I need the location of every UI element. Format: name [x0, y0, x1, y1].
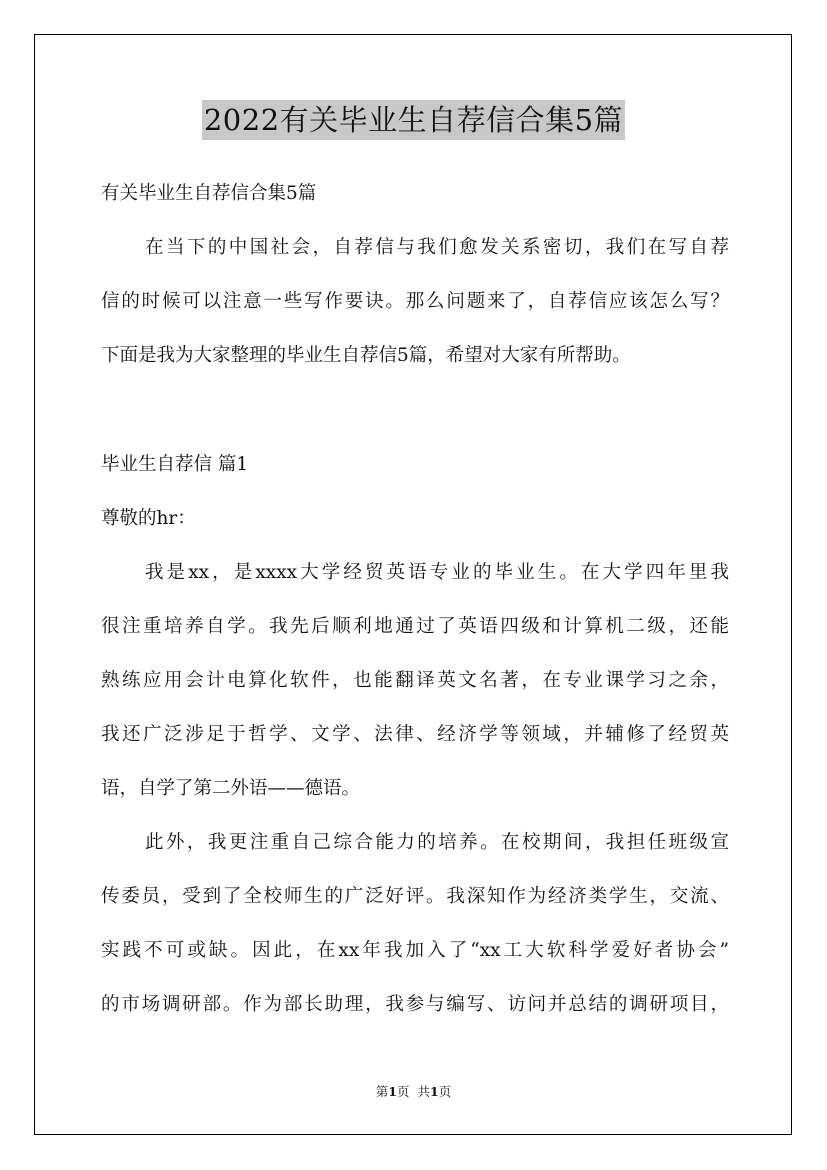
paragraph-line: 的市场调研部。作为部长助理，我参与编写、访问并总结的调研项目， — [101, 994, 729, 1015]
footer-total-unit: 页 — [438, 1084, 452, 1099]
document-title: 2022有关毕业生自荐信合集5篇 — [202, 100, 625, 140]
footer-page-unit: 页 — [397, 1084, 410, 1099]
page-footer — [0, 1083, 827, 1101]
paragraph-line: 实践不可或缺。因此，在xx年我加入了“xx工大软科学爱好者协会” — [101, 940, 729, 961]
paragraph-line: 很注重培养自学。我先后顺利地通过了英语四级和计算机二级，还能 — [101, 616, 729, 637]
paragraph-line: 下面是我为大家整理的毕业生自荐信5篇，希望对大家有所帮助。 — [101, 345, 631, 366]
paragraph-line: 熟练应用会计电算化软件，也能翻译英文名著，在专业课学习之余， — [101, 670, 729, 691]
section-heading: 毕业生自荐信 篇1 — [101, 454, 249, 475]
paragraph-line: 我还广泛涉足于哲学、文学、法律、经济学等领域，并辅修了经贸英 — [101, 724, 729, 745]
paragraph-line: 在当下的中国社会，自荐信与我们愈发关系密切，我们在写自荐 — [145, 237, 729, 258]
salutation: 尊敬的hr： — [101, 508, 196, 529]
footer-total-pages: 1 — [429, 1084, 439, 1099]
subtitle-line: 有关毕业生自荐信合集5篇 — [101, 183, 317, 204]
footer-total-prefix: 共 — [417, 1084, 430, 1099]
paragraph-line: 语，自学了第二外语——德语。 — [101, 778, 361, 799]
paragraph-line: 此外，我更注重自己综合能力的培养。在校期间，我担任班级宣 — [145, 832, 729, 853]
title-container — [0, 100, 827, 140]
footer-page-number: 1 — [388, 1084, 397, 1099]
footer-prefix: 第 — [375, 1084, 389, 1099]
paragraph-line: 我是xx，是xxxx大学经贸英语专业的毕业生。在大学四年里我 — [145, 562, 729, 583]
paragraph-line: 信的时候可以注意一些写作要诀。那么问题来了，自荐信应该怎么写？ — [101, 291, 729, 312]
paragraph-line: 传委员，受到了全校师生的广泛好评。我深知作为经济类学生，交流、 — [101, 886, 729, 907]
